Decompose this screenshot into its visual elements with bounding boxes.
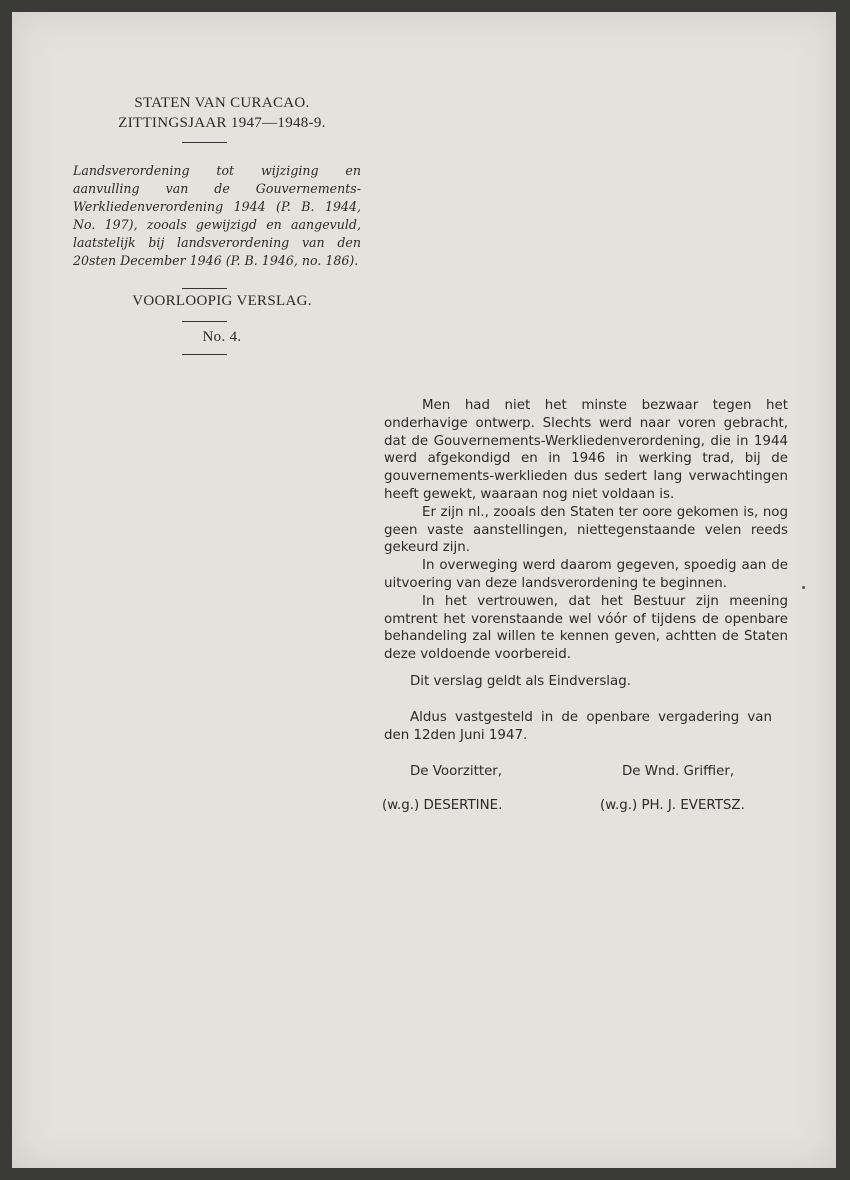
body-paragraph: Men had niet het minste bezwaar tegen het onderhavige ontwerp. Slechts werd naar voren gebracht, dat de Gouvernements-Werkliedenverordening, die in 1944 werd afgekondigd en in 1946 in werking trad, bij de gouvernements-werklieden dus sedert lang verwachtingen heeft gewekt, waaraan nog niet voldaan is. (384, 398, 788, 502)
adoption-line-1: Aldus vastgesteld in de openbare vergadering van (410, 710, 772, 725)
report-title: VOORLOOPIG VERSLAG. (132, 293, 312, 309)
adoption-line-2: den 12den Juni 1947. (384, 728, 528, 743)
chairman-title: De Voorzitter, (410, 764, 503, 779)
chairman-signature: (w.g.) DESERTINE. (382, 798, 503, 813)
paper-speck (802, 586, 805, 589)
divider (182, 321, 227, 322)
body-paragraph: In het vertrouwen, dat het Bestuur zijn meening omtrent het vorenstaande wel vóór of tijdens de openbare behandeling zal willen te kennen geven, achtten de Staten deze voldoende voorbereid. (384, 593, 788, 663)
clerk-signature: (w.g.) PH. J. EVERTSZ. (600, 798, 745, 813)
report-body (384, 397, 788, 664)
header-line-1: STATEN VAN CURACAO. (134, 95, 310, 111)
bill-subject: Landsverordening tot wijziging en aanvulling van de Gouvernements-Werkliedenverordening 1944 (P. B. 1944, No. 197), zooals gewijzigd en aangevuld, laatstelijk bij landsverordening van den 20sten December 1946 (P. B. 1946, no. 186). (73, 163, 361, 268)
body-paragraph: Er zijn nl., zooals den Staten ter oore gekomen is, nog geen vaste aanstellingen, niettegenstaande velen reeds gekeurd zijn. (384, 504, 788, 556)
divider (182, 288, 227, 289)
final-note: Dit verslag geldt als Eindverslag. (410, 674, 631, 689)
divider (182, 142, 227, 143)
clerk-title: De Wnd. Griffier, (622, 764, 735, 779)
document-page (12, 12, 836, 1168)
divider (182, 354, 227, 355)
header-line-2: ZITTINGSJAAR 1947—1948-9. (118, 115, 326, 131)
report-number: No. 4. (202, 329, 242, 345)
body-paragraph: In overweging werd daarom gegeven, spoedig aan de uitvoering van deze landsverordening te beginnen. (384, 558, 788, 591)
